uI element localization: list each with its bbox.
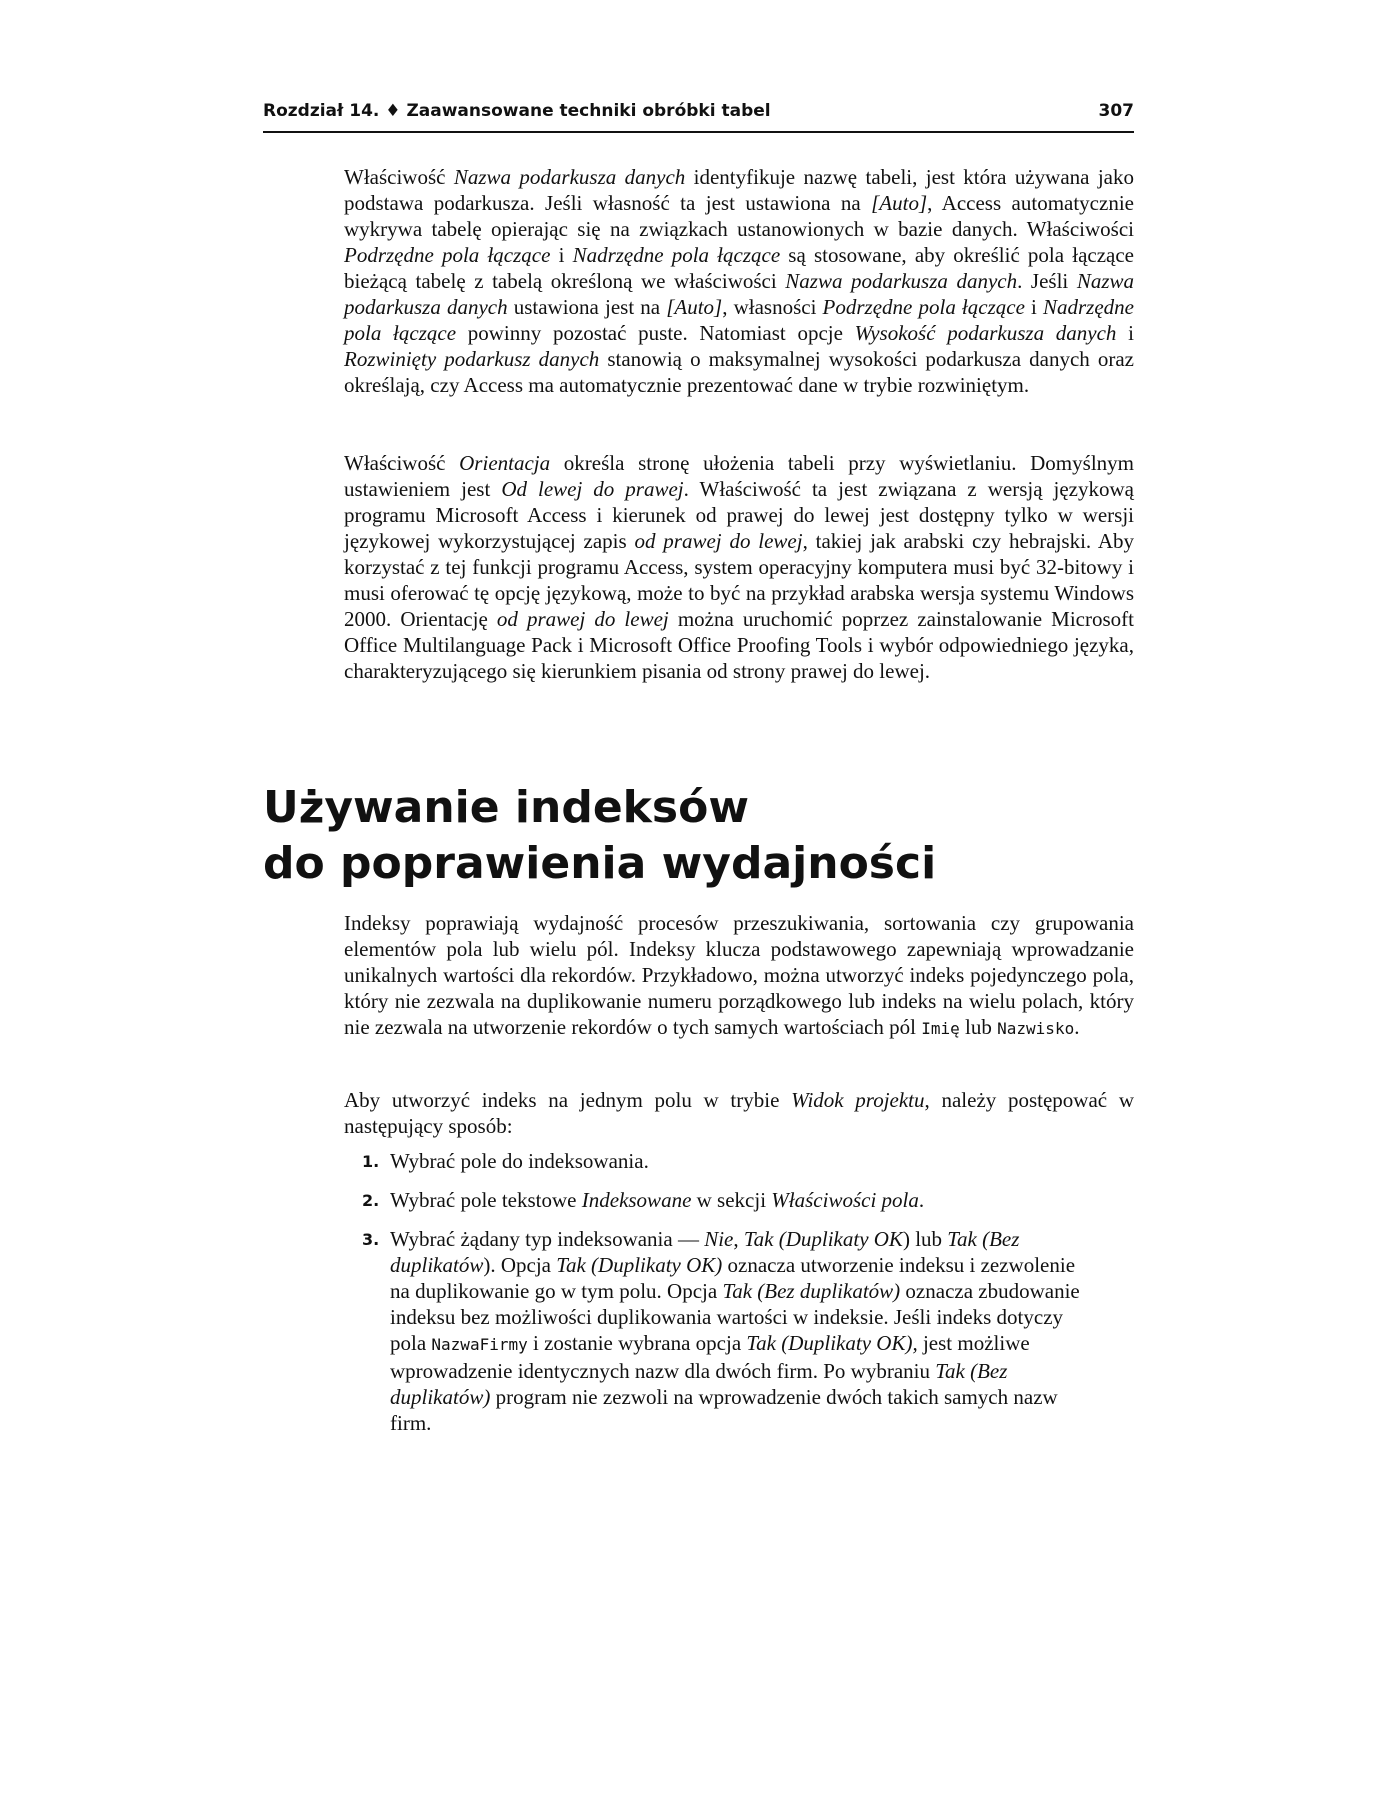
italic-term: Nie [704, 1227, 734, 1251]
paragraph-subdatasheet-properties [344, 164, 1134, 398]
text-run: . Właściwość ta jest związana z wersją językową programu Microsoft Access i kierunek od prawej do lewej jest dostępny tylko w wersji językowej wykorzystującej zapis [344, 477, 1134, 553]
italic-term: Właściwości pola [771, 1188, 919, 1212]
text-run: , Access automatycznie wykrywa tabelę opierając się na związkach ustanowionych w bazie danych. Właściwości [344, 191, 1134, 241]
text-run: ustawiona jest na [507, 295, 667, 319]
field-name-code: Nazwisko [997, 1019, 1075, 1038]
italic-term: Rozwinięty podarkusz danych [344, 347, 600, 371]
text-run: lub [959, 1015, 998, 1039]
italic-term: Tak (Bez duplikatów) [722, 1279, 901, 1303]
text-run: można uruchomić poprzez zainstalowanie Microsoft Office Multilanguage Pack i Microsoft Office Proofing Tools i wybór odpowiedniego języka, charakteryzującego się kierunkiem pisania od strony prawej do lewej. [344, 607, 1135, 683]
text-run: Właściwość [344, 451, 460, 475]
italic-term: Nazwa podarkusza danych [785, 269, 1018, 293]
text-run: i [550, 243, 573, 267]
text-run: , takiej jak arabski czy hebrajski. Aby korzystać z tej funkcji programu Access, system operacyjny komputera musi być 32-bitowy i musi oferować tę opcję językową, może to być na przykład arabska wersja systemu Windows 2000. Orientację [344, 529, 1134, 631]
italic-term: Widok projektu [791, 1088, 925, 1112]
text-run: Właściwość [344, 165, 454, 189]
text-run: określa stronę ułożenia tabeli przy wyświetlaniu. Domyślnym ustawieniem jest [344, 451, 1134, 501]
text-run: , należy postępować w następujący sposób: [344, 1088, 1134, 1138]
field-name-code: Imię [921, 1019, 960, 1038]
paragraph-orientation [344, 450, 1134, 684]
section-heading-line1: Używanie indeksów [263, 782, 749, 833]
text-run: ). Opcja [483, 1253, 557, 1277]
text-run: oznacza utworzenie indeksu i zezwolenie na duplikowanie go w tym polu. Opcja [390, 1253, 1076, 1303]
text-run: powinny pozostać puste. Natomiast opcje [456, 321, 855, 345]
text-run: program nie zezwoli na wprowadzenie dwóch takich samych nazw firm. [390, 1385, 1058, 1435]
italic-term: Tak (Duplikaty OK), [746, 1331, 918, 1355]
text-run: Wybrać żądany typ indeksowania — [390, 1227, 705, 1251]
section-heading-line2: do poprawienia wydajności [263, 838, 937, 889]
list-item [344, 1226, 1084, 1436]
paragraph-indexes-intro [344, 910, 1134, 1042]
italic-term: Tak (Bez duplikatów [390, 1227, 1020, 1277]
italic-term: Od lewej do prawej [501, 477, 684, 501]
step-text [390, 1149, 649, 1173]
text-run: Wybrać pole do indeksowania. [390, 1149, 649, 1173]
text-run: Wybrać pole tekstowe [390, 1188, 582, 1212]
text-run: i [1116, 321, 1134, 345]
italic-term: Tak (Duplikaty OK [743, 1227, 903, 1251]
italic-term: Nadrzędne pola łączące [572, 243, 781, 267]
text-run: i [1024, 295, 1043, 319]
italic-term: Nazwa podarkusza danych [344, 269, 1135, 319]
text-run: . [1074, 1015, 1080, 1039]
list-item [344, 1148, 1084, 1174]
text-run: i zostanie wybrana opcja [527, 1331, 747, 1355]
italic-term: Wysokość podarkusza danych [854, 321, 1117, 345]
section-heading [263, 780, 1143, 892]
italic-term: Orientacja [459, 451, 551, 475]
italic-term: Indeksowane [581, 1188, 692, 1212]
italic-term: od prawej do lewej [634, 529, 803, 553]
italic-term: Podrzędne pola łączące [822, 295, 1025, 319]
italic-term: [Auto] [871, 191, 928, 215]
text-run: oznacza zbudowanie indeksu bez możliwości duplikowania wartości w indeksie. Jeśli indeks dotyczy pola [390, 1279, 1080, 1355]
running-header [263, 97, 1134, 133]
step-text [390, 1227, 1080, 1435]
italic-term: Nadrzędne pola łączące [344, 295, 1134, 345]
chapter-title: Rozdział 14. ♦ Zaawansowane techniki obróbki tabel [263, 101, 771, 121]
italic-term: Tak (Bez duplikatów) [390, 1359, 1008, 1409]
paragraph-steps-intro [344, 1087, 1134, 1139]
text-run: , własności [722, 295, 823, 319]
text-run: są stosowane, aby określić pola łączące bieżącą tabelę z tabelą określoną we właściwości [344, 243, 1134, 293]
text-run: . [918, 1188, 925, 1212]
text-run: , [733, 1227, 744, 1251]
italic-term: [Auto] [666, 295, 723, 319]
text-run: w sekcji [691, 1188, 772, 1212]
text-run: . Jeśli [1017, 269, 1077, 293]
italic-term: Nazwa podarkusza danych [453, 165, 686, 189]
italic-term: Podrzędne pola łączące [344, 243, 551, 267]
field-name-code: NazwaFirmy [431, 1335, 528, 1354]
page-number: 307 [1098, 101, 1134, 121]
text-run: identyfikuje nazwę tabeli, jest która używana jako podstawa podarkusza. Jeśli własność ta jest ustawiona na [344, 165, 1134, 215]
text-run: Indeksy poprawiają wydajność procesów przeszukiwania, sortowania czy grupowania elementów pola lub wielu pól. Indeksy klucza podstawowego zapewniają wprowadzanie unikalnych wartości dla rekordów. Przykładowo, można utworzyć indeks pojedynczego pola, który nie zezwala na duplikowanie numeru porządkowego lub indeks na wielu polach, który nie zezwala na utworzenie rekordów o tych samych wartościach pól [344, 911, 1134, 1039]
italic-term: Tak (Duplikaty OK) [556, 1253, 723, 1277]
text-run: Aby utworzyć indeks na jednym polu w trybie [344, 1088, 792, 1112]
step-number: 3. [362, 1230, 380, 1249]
step-text [390, 1188, 924, 1212]
step-number: 2. [362, 1191, 380, 1210]
steps-list [344, 1148, 1084, 1449]
text-run: stanowią o maksymalnej wysokości podarkusza danych oraz określają, czy Access ma automatycznie prezentować dane w trybie rozwiniętym. [344, 347, 1134, 397]
list-item [344, 1187, 1084, 1213]
text-run: ) lub [902, 1227, 948, 1251]
text-run: jest możliwe wprowadzenie identycznych nazw dla dwóch firm. Po wybraniu [390, 1331, 1030, 1383]
italic-term: od prawej do lewej [496, 607, 669, 631]
step-number: 1. [362, 1152, 380, 1171]
